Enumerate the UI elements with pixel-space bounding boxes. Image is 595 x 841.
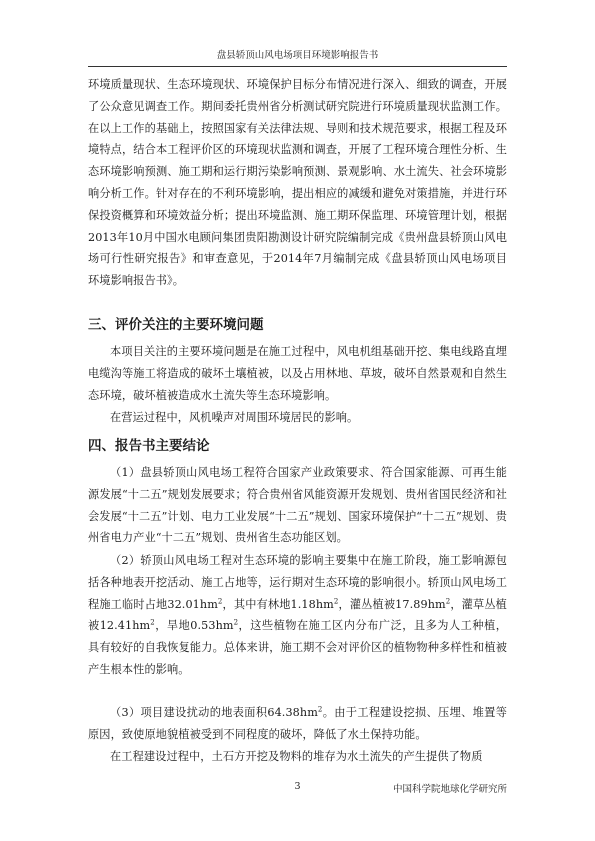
conclusion-2-text-f: ，这些植物在施工区内分布广泛，且多为人工种植，具有较好的自我恢复能力。总体来讲，施工期不会对评价区的植物物种多样性和植被产生根本性的影响。 [88,619,507,676]
conclusion-3-text-b: 。由于工程建设挖损、压埋、堆置等原因，致使原地貌植被受到不同程度的破坏，降低了水土保持功能。 [88,706,507,741]
paragraph-soil-erosion: 在工程建设过程中，土石方开挖及物料的堆存为水土流失的产生提供了物质 [110,750,483,763]
conclusion-2-text-c: ，灌丛植被17.89hm [338,597,446,611]
paragraph-survey-work: 环境质量现状、生态环境现状、环境保护目标分布情况进行深入、细致的调查，开展了公众意见调查工作。期间委托贵州省分析测试研究院进行环境质量现状监测工作。在以上工作的基础上，按照国家有关法律法规、导则和技术规范要求，根据工程及环境特点，结合本工程评价区的环境现状监测和调查，开展了工程环境合理性分析、生态环境影响预测、施工期和运行期污染影响预测、景观影响、水土流失、社会环境影响分析工作。针对存在的不利环境影响，提出相应的减缓和避免对策措施，并进行环保投资概算和环境效益分析；提出环境监测、施工期环保监理、环境管理计划，根据2013年10月中国水电顾问集团贵阳勘测设计研究院编制完成《贵州盘县轿顶山风电场可行性研究报告》和审查意见，于2014年7月编制完成《盘县轿顶山风电场项目环境影响报告书》。 [88,78,507,288]
conclusion-2-text-a: （2）轿顶山风电场工程对生态环境的影响主要集中在施工阶段，施工影响源包括各种地表开挖活动、施工占地等，运行期对生态环境的影响很小。轿顶山风电场工程施工临时占地32.01hm [88,554,507,611]
unit-superscript: 2 [233,618,239,627]
section-heading-4: 四、报告书主要结论 [88,438,210,454]
unit-superscript: 2 [333,596,339,605]
paragraph-conclusion-3 [88,702,507,746]
paragraph-main-issues: 本项目关注的主要环境问题是在施工过程中，风电机组基础开挖、集电线路直埋电缆沟等施工将造成的破坏土壤植被，以及占用林地、草坡，破坏自然景观和自然生态环境，破坏植被造成水土流失等生态环境影响。 [88,345,507,402]
paragraph-conclusion-1: （1）盘县轿顶山风电场工程符合国家产业政策要求、符合国家能源、可再生能源发展“十二五”规划发展要求；符合贵州省风能资源开发规划、贵州省国民经济和社会发展“十二五”计划、电力工业发展“十二五”规划、国家环境保护“十二五”规划、贵州省电力产业“十二五”规划、贵州省生态功能区划。 [88,466,507,545]
conclusion-2-text-d: ，灌草丛植被12.41hm [88,597,507,633]
paragraph-operation-noise: 在营运过程中，风机噪声对周围环境居民的影响。 [110,411,359,424]
conclusion-2-text-b: ，其中有林地1.18hm [222,597,334,611]
unit-superscript: 2 [317,705,323,714]
conclusion-3-text-a: （3）项目建设扰动的地表面积64.38hm [110,706,318,719]
page-header-title: 盘县轿顶山风电场项目环境影响报告书 [216,50,379,61]
paragraph-conclusion-2 [88,550,507,681]
page-number: 3 [294,781,301,792]
unit-superscript: 2 [445,596,451,605]
unit-superscript: 2 [217,596,223,605]
conclusion-2-text-e: ，旱地0.53hm [154,619,234,633]
section-heading-3: 三、评价关注的主要环境问题 [88,317,264,333]
footer-organization: 中国科学院地球化学研究所 [392,784,507,795]
unit-superscript: 2 [150,618,155,627]
header-divider [88,66,507,67]
